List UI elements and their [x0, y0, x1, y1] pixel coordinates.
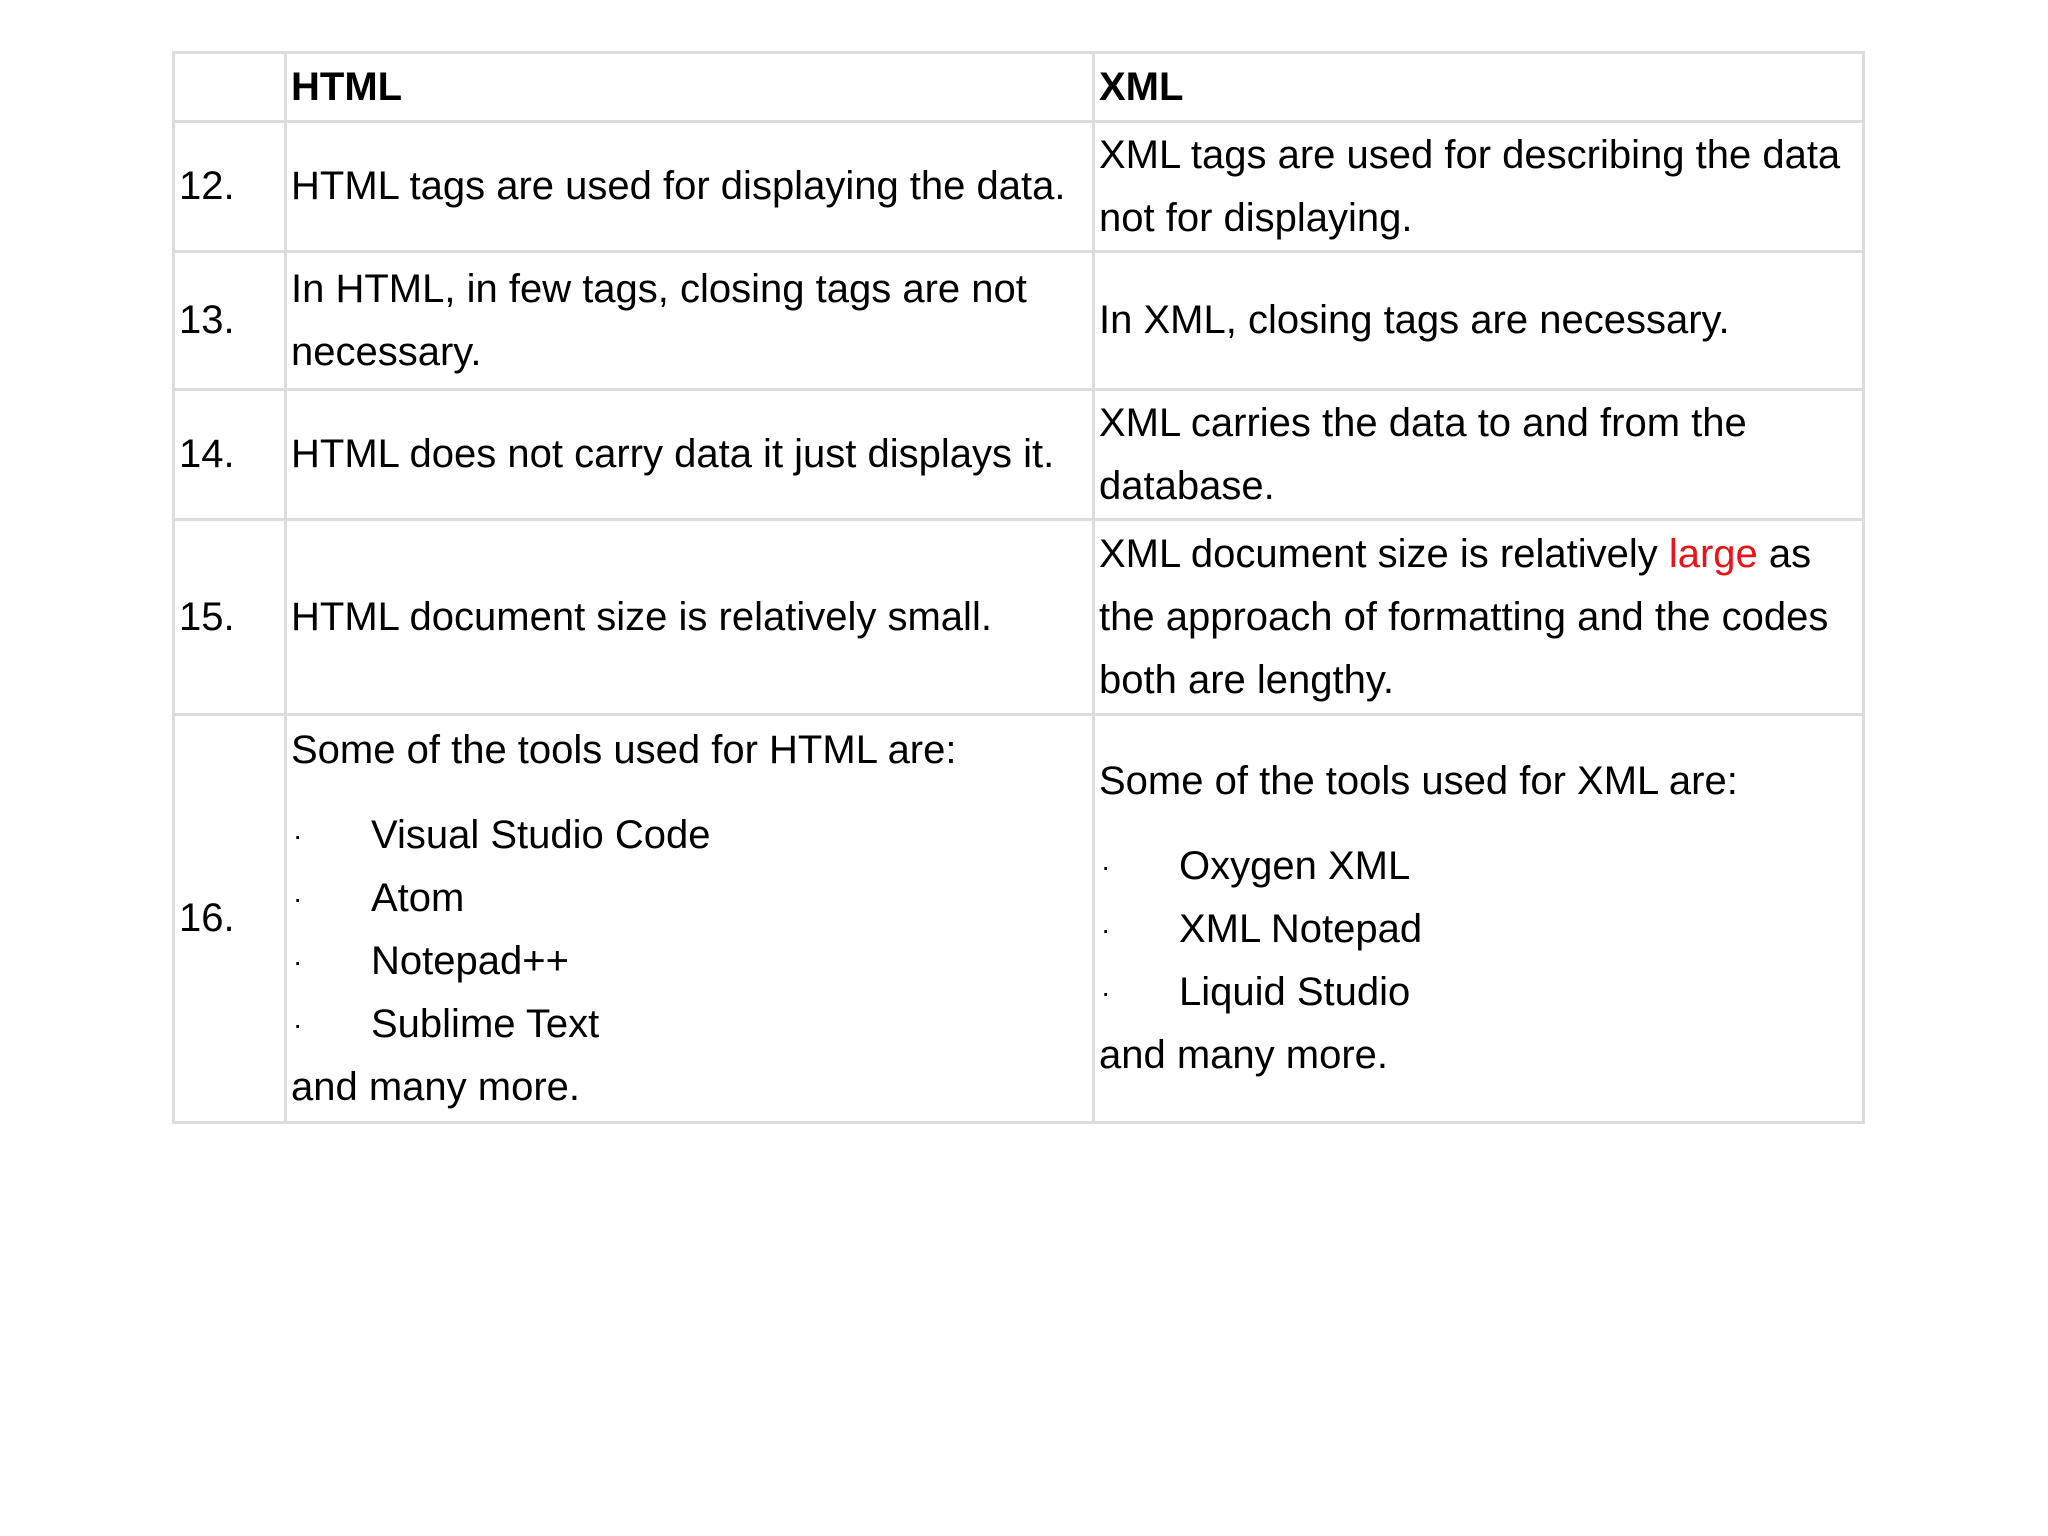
header-html: HTML: [286, 53, 1094, 122]
table-row: [174, 715, 1864, 1123]
bullet-icon: ·: [293, 945, 303, 977]
html-tools-outro: and many more.: [291, 1064, 581, 1109]
row-number: 14.: [174, 390, 286, 520]
xml-tools-intro: Some of the tools used for XML are:: [1099, 759, 1738, 803]
list-item: [1099, 835, 1862, 898]
list-item: [291, 993, 1092, 1056]
tool-name: Oxygen XML: [1179, 844, 1411, 888]
html-tools-list: [291, 804, 1092, 1056]
bullet-icon: ·: [293, 882, 303, 914]
xml-text-before: XML document size is relatively: [1099, 531, 1669, 576]
header-xml: XML: [1094, 53, 1864, 122]
table-row: [174, 390, 1864, 520]
xml-tools-cell: [1094, 715, 1864, 1123]
html-cell: HTML document size is relatively small.: [286, 520, 1094, 715]
xml-cell: In XML, closing tags are necessary.: [1094, 252, 1864, 390]
table-row: [174, 122, 1864, 252]
xml-cell: XML tags are used for describing the data not for displaying.: [1094, 122, 1864, 252]
list-item: [291, 930, 1092, 993]
bullet-icon: ·: [1101, 914, 1111, 945]
bullet-icon: ·: [293, 1008, 303, 1040]
table-row: [174, 520, 1864, 715]
bullet-icon: ·: [1101, 977, 1111, 1008]
xml-tools-list: [1099, 835, 1862, 1024]
tool-name: Visual Studio Code: [371, 812, 711, 857]
html-cell: HTML does not carry data it just displays it.: [286, 390, 1094, 520]
html-cell: In HTML, in few tags, closing tags are not necessary.: [286, 252, 1094, 390]
xml-cell: XML carries the data to and from the database.: [1094, 390, 1864, 520]
html-cell: HTML tags are used for displaying the data.: [286, 122, 1094, 252]
row-number: 16.: [174, 715, 286, 1123]
xml-highlight-word: large: [1668, 531, 1758, 576]
tool-name: XML Notepad: [1179, 907, 1423, 951]
list-item: [291, 867, 1092, 930]
row-number: 13.: [174, 252, 286, 390]
list-item: [1099, 898, 1862, 961]
tool-name: Liquid Studio: [1179, 970, 1411, 1014]
header-number: [174, 53, 286, 122]
xml-text-after: as the approach of formatting and the codes both are lengthy.: [1099, 531, 1829, 702]
row-number: 12.: [174, 122, 286, 252]
tool-name: Atom: [371, 875, 465, 920]
html-tools-cell: [286, 715, 1094, 1123]
html-tools-intro: Some of the tools used for HTML are:: [291, 727, 957, 772]
xml-tools-outro: and many more.: [1099, 1033, 1389, 1077]
tool-name: Sublime Text: [371, 1001, 600, 1046]
table-header-row: [174, 53, 1864, 122]
comparison-table: [172, 51, 1865, 1124]
row-number: 15.: [174, 520, 286, 715]
list-item: [1099, 961, 1862, 1024]
table-row: [174, 252, 1864, 390]
bullet-icon: ·: [1101, 851, 1111, 882]
tool-name: Notepad++: [371, 938, 569, 983]
list-item: [291, 804, 1092, 867]
bullet-icon: ·: [293, 819, 303, 851]
xml-cell: [1094, 520, 1864, 715]
